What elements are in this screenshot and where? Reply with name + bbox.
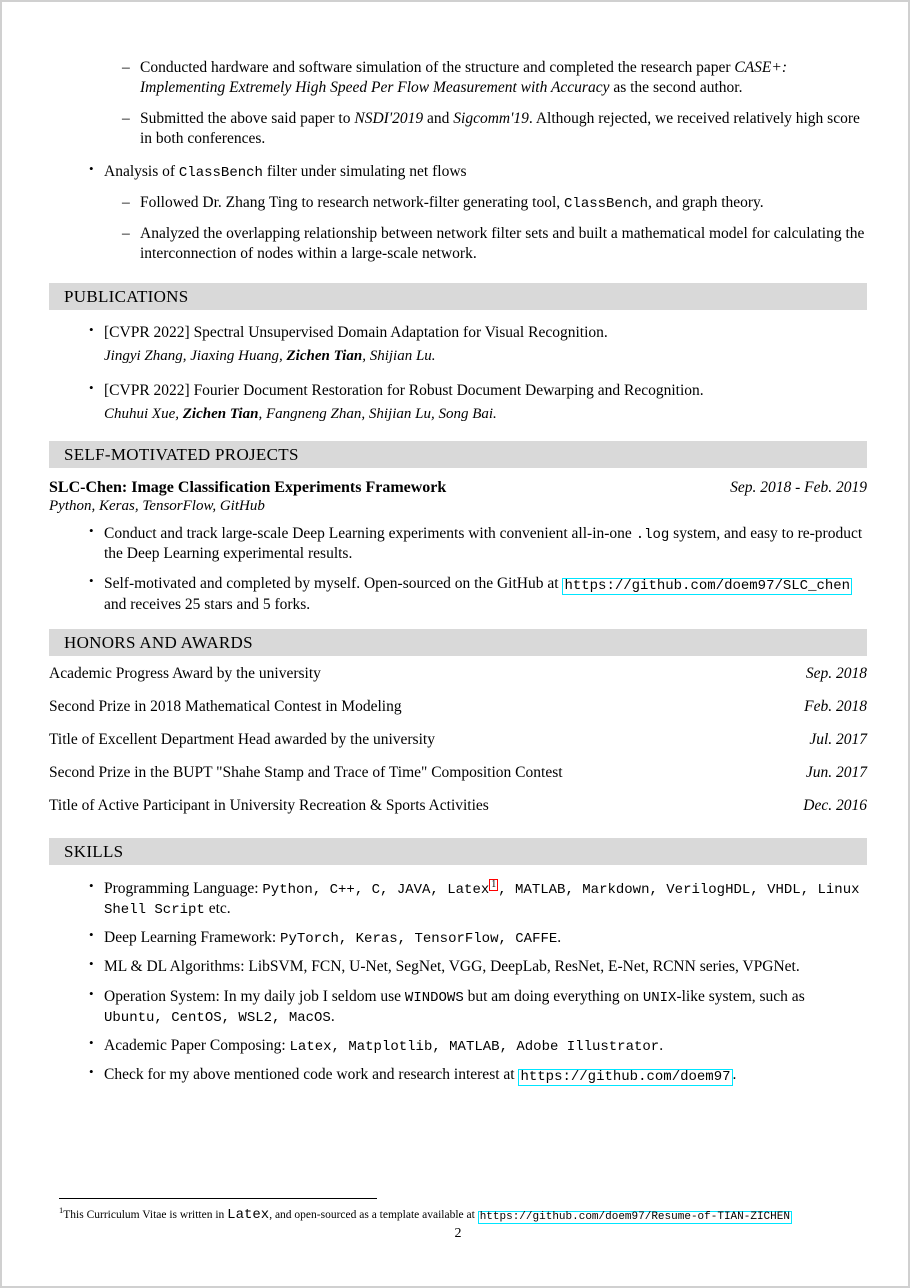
text-run: Deep Learning Framework: [104,929,281,947]
item-text [104,929,561,946]
honor-row [49,797,867,815]
project-bullets [49,524,867,615]
bullet-marker-icon: • [89,877,94,893]
page-content [49,2,867,1242]
bullet-marker-icon: • [89,927,94,943]
section-header-skills: SKILLS [49,838,867,865]
bullet-marker-icon: • [89,572,94,588]
author-self-name: Zichen Tian [182,406,259,422]
item-text [104,1037,663,1054]
item-text [140,110,860,147]
publication-authors [86,347,867,367]
text-run: but am doing everything on [463,987,643,1005]
skill-bullet [86,1065,867,1086]
publication-title: [CVPR 2022] Spectral Unsupervised Domain Adaptation for Visual Recognition. [104,324,608,342]
code-term: , MATLAB, Markdown, VerilogHDL, VHDL, Linux Shell Script [104,881,860,918]
text-run: , and graph theory. [648,193,764,211]
text-run: Self-motivated and completed by myself. Open-sourced on the GitHub at [104,574,563,592]
footnote-number: 1 [59,1205,64,1215]
project-title: SLC-Chen: Image Classification Experiments Framework [49,478,447,496]
honor-date: Sep. 2018 [805,664,867,682]
honor-date: Jul. 2017 [809,730,867,748]
text-run: Operation System: In my daily job I seldom use [104,987,405,1005]
experience-sub-item [122,224,867,264]
section-header-projects: SELF-MOTIVATED PROJECTS [49,441,867,468]
experience-sublist-a [49,58,867,150]
code-term: ClassBench [178,164,263,181]
dash-marker-icon: – [122,110,130,128]
publication-entry [49,381,867,425]
code-term: .log [635,526,670,543]
bullet-marker-icon: • [89,160,94,176]
emphasis-text: CASE+: Implementing Extremely High Speed Per Flow Measurement with Accuracy [140,59,788,97]
footnote-text [59,1204,859,1225]
code-term: Latex [227,1206,270,1223]
project-stack: Python, Keras, TensorFlow, GitHub [49,497,265,514]
item-text [104,1066,737,1086]
author-self-name: Zichen Tian [286,348,363,365]
honor-row [49,698,867,716]
hyperlink[interactable]: https://github.com/doem97/SLC_chen [564,577,851,594]
honor-title: Academic Progress Award by the university [49,664,321,682]
text-run: This Curriculum Vitae is written in [63,1208,228,1221]
experience-bullet [86,162,867,182]
text-run: Academic Paper Composing: [104,1036,290,1054]
text-run: . [330,1007,335,1025]
text-run: Conducted hardware and software simulation of the structure and completed the research paper [140,59,735,76]
text-run: as the second author. [609,79,743,97]
code-term: ClassBench [564,195,649,212]
text-run: Analysis of [104,162,179,180]
item-text [140,194,764,211]
text-run: filter under simulating net flows [262,162,467,180]
experience-sub-item [122,109,867,149]
project-title-row [49,479,867,497]
honor-date: Dec. 2016 [803,796,867,814]
emphasis-text: Jingyi Zhang, Jiaxing Huang, [104,348,287,365]
hyperlink[interactable]: https://github.com/doem97 [520,1069,731,1086]
emphasis-text: Sigcomm'19 [453,110,529,128]
experience-sublist-b [49,193,867,264]
item-text [104,525,862,562]
publication-title: [CVPR 2022] Fourier Document Restoration for Robust Document Dewarping and Recognition. [104,381,704,399]
honor-row [49,764,867,782]
text-run: ML & DL Algorithms: LibSVM, FCN, U-Net, SegNet, VGG, DeepLab, ResNet, E-Net, RCNN series, VPGNet. [104,958,800,976]
text-run: Followed Dr. Zhang Ting to research network-filter generating tool, [140,193,565,211]
project-bullet [86,524,867,564]
honors-list [49,665,867,815]
bullet-marker-icon: • [89,379,94,395]
code-term: Ubuntu, CentOS, WSL2, MacOS [104,1009,331,1026]
continued-experience-block [49,58,867,264]
code-term: WINDOWS [404,989,464,1006]
text-run: system, and easy to re-product the Deep Learning experimental results. [104,524,863,562]
text-run: . [732,1066,737,1084]
text-run: Programming Language: [104,879,263,897]
section-header-honors: HONORS AND AWARDS [49,629,867,656]
publication-authors [86,405,867,425]
text-run: and receives 25 stars and 5 forks. [104,595,311,613]
skill-bullet [86,957,867,977]
text-run: Check for my above mentioned code work and research interest at [104,1066,519,1084]
section-header-publications: PUBLICATIONS [49,283,867,310]
item-text [104,163,467,180]
bullet-marker-icon: • [89,985,94,1001]
item-text [104,880,860,917]
skills-list [49,879,867,1086]
emphasis-text: , Fangneng Zhan, Shijian Lu, Song Bai. [258,406,497,422]
bullet-marker-icon: • [89,322,94,338]
text-run: etc. [204,900,231,917]
honor-title: Second Prize in 2018 Mathematical Contest in Modeling [49,697,402,715]
honor-date: Feb. 2018 [804,697,867,715]
item-text [104,958,800,975]
bullet-marker-icon: • [89,1064,94,1080]
footnote-area [49,1198,867,1242]
publication-title-row [86,381,867,401]
experience-bullet-classbench [49,162,867,182]
emphasis-text: , Shijian Lu. [362,348,436,365]
code-term: UNIX [642,989,677,1006]
item-text [104,988,805,1025]
honor-title: Title of Excellent Department Head awarded by the university [49,730,435,748]
item-text [140,59,787,96]
publications-list [49,323,867,424]
honor-row [49,665,867,683]
bullet-marker-icon: • [89,522,94,538]
emphasis-text: NSDI'2019 [354,110,424,128]
item-text [140,225,864,262]
project-date: Sep. 2018 - Feb. 2019 [730,478,867,496]
dash-marker-icon: – [122,224,130,242]
honor-title: Title of Active Participant in University Recreation & Sports Activities [49,796,489,814]
page-number: 2 [454,1226,462,1242]
project-entry [49,479,867,615]
footnote-reference-marker[interactable]: 1 [491,878,497,890]
experience-sub-item [122,193,867,213]
emphasis-text: Chuhui Xue, [104,406,183,422]
dash-marker-icon: – [122,59,130,76]
publication-entry [49,323,867,367]
code-term: Latex, Matplotlib, MATLAB, Adobe Illustrator [289,1038,660,1055]
text-run: . [659,1036,664,1054]
publication-title-row [86,323,867,343]
skill-bullet [86,879,867,920]
text-run: Analyzed the overlapping relationship between network filter sets and built a mathematical model for calculating the interconnection of nodes within a large-scale network. [140,224,865,263]
honor-date: Jun. 2017 [805,763,867,781]
bullet-marker-icon: • [89,956,94,972]
skill-bullet [86,987,867,1027]
honor-row [49,731,867,749]
text-run: , and open-sourced as a template available at [269,1208,478,1221]
bullet-marker-icon: • [89,1034,94,1050]
dash-marker-icon: – [122,193,130,211]
text-run: and [423,110,454,128]
item-text [104,575,852,613]
text-run: . Although rejected, we received relatively high score in both conferences. [140,110,860,148]
project-bullet [86,574,867,615]
code-term: PyTorch, Keras, TensorFlow, CAFFE [280,931,558,948]
skill-bullet [86,1036,867,1056]
text-run: Conduct and track large-scale Deep Learning experiments with convenient all-in-one [104,524,636,542]
text-run: . [557,929,562,947]
text-run: -like system, such as [676,987,805,1005]
experience-sub-item [122,58,867,98]
hyperlink[interactable]: https://github.com/doem97/Resume-of-TIAN-ZICHEN [479,1210,790,1223]
honor-title: Second Prize in the BUPT "Shahe Stamp and Trace of Time" Composition Contest [49,763,563,781]
footnote-rule [59,1198,377,1199]
skill-bullet [86,928,867,948]
text-run: Submitted the above said paper to [140,110,355,128]
code-term: Python, C++, C, JAVA, Latex [262,881,490,898]
